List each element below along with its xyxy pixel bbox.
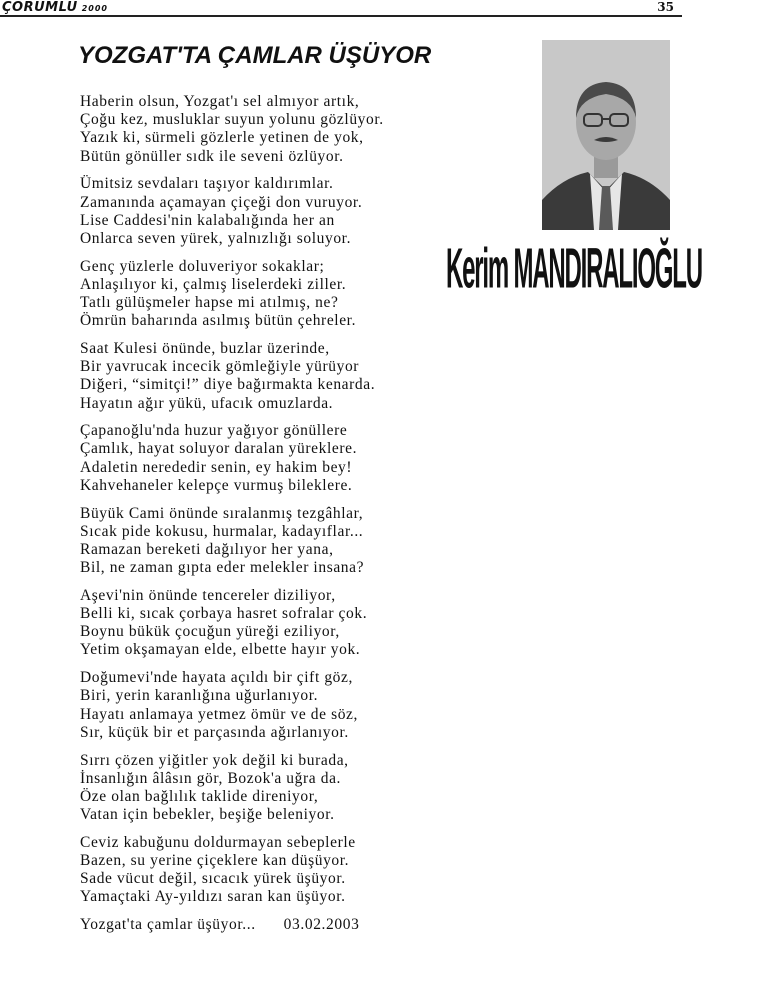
page-number: 35 — [657, 0, 674, 14]
stanza — [80, 505, 480, 578]
poem-line: Haberin olsun, Yozgat'ı sel almıyor artık, — [80, 93, 360, 110]
poem-line: Sırrı çözen yiğitler yok değil ki burada, — [80, 751, 349, 769]
poem-ending — [80, 916, 480, 934]
author-photo — [542, 40, 670, 230]
poem-line: Zamanında açamayan çiçeği don vuruyor. — [80, 193, 363, 211]
poem-line: Lise Caddesi'nin kalabalığında her an — [80, 211, 335, 229]
poem-line: Yamaçtaki Ay-yıldızı saran kan üşüyor. — [80, 888, 346, 906]
poem-line: Kahvehaneler kelepçe vurmuş bileklere. — [80, 476, 353, 494]
poem-line: Ramazan bereketi dağılıyor her yana, — [80, 540, 334, 558]
poem-line: Sır, küçük bir et parçasında ağırlanıyor. — [80, 723, 349, 741]
header-divider — [0, 15, 682, 17]
page-header — [0, 0, 682, 18]
poem-line: Doğumevi'nde hayata açıldı bir çift göz, — [80, 669, 353, 687]
poem-line: Ümitsiz sevdaları taşıyor kaldırımlar. — [80, 175, 334, 193]
poem-line: Genç yüzlerle doluveriyor sokaklar; — [80, 257, 325, 275]
poem-line: Yetim okşamayan elde, elbette hayır yok. — [80, 641, 361, 659]
poem-line: Biri, yerin karanlığına uğurlanıyor. — [80, 687, 319, 705]
poem-line: Diğeri, “simitçi!” diye bağırmakta kenarda. — [80, 376, 376, 394]
poem-line: Aşevi'nin önünde tencereler diziliyor, — [80, 586, 336, 604]
poem-line: Çamlık, hayat soluyor daralan yüreklere. — [80, 440, 358, 458]
poem-line: Tatlı gülüşmeler hapse mi atılmış, ne? — [80, 294, 339, 312]
poem-title: YOZGAT'TA ÇAMLAR ÜŞÜYOR — [78, 42, 432, 69]
portrait-illustration — [542, 40, 670, 230]
poem-line: Belli ki, sıcak çorbaya hasret sofralar çok. — [80, 605, 368, 623]
stanza-list — [80, 93, 480, 907]
poem-line: Hayatı anlamaya yetmez ömür ve de söz, — [80, 705, 359, 723]
poem-line: Büyük Cami önünde sıralanmış tezgâhlar, — [80, 504, 364, 522]
poem-line: Saat Kulesi önünde, buzlar üzerinde, — [80, 339, 330, 357]
poem-line: İnsanlığın âlâsın gör, Bozok'a uğra da. — [80, 769, 342, 787]
poem-line: Bütün gönüller sıdk ile seveni özlüyor. — [80, 147, 344, 165]
stanza — [80, 669, 480, 742]
magazine-year: 2000 — [81, 4, 108, 13]
stanza — [80, 834, 480, 907]
poem-line: Anlaşılıyor ki, çalmış liselerdeki ziller. — [80, 275, 347, 293]
poem-line: Ömrün baharında asılmış bütün çehreler. — [80, 312, 357, 330]
poem-line: Sıcak pide kokusu, hurmalar, kadayıflar... — [80, 522, 364, 540]
poem-line: Hayatın ağır yükü, ufacık omuzlarda. — [80, 394, 334, 412]
poem-line: Vatan için bebekler, beşiğe beleniyor. — [80, 806, 335, 824]
stanza — [80, 422, 480, 495]
poem-line: Öze olan bağlılık taklide direniyor, — [80, 787, 319, 805]
stanza — [80, 175, 480, 248]
author-name — [446, 238, 702, 308]
poem-line: Bir yavrucak incecik gömleğiyle yürüyor — [80, 358, 360, 376]
poem-line: Bazen, su yerine çiçeklere kan düşüyor. — [80, 852, 350, 870]
stanza — [80, 93, 480, 166]
poem-line: Çapanoğlu'nda huzur yağıyor gönüllere — [80, 422, 348, 440]
poem-line: Çoğu kez, musluklar suyun yolunu gözlüyor. — [80, 111, 384, 129]
stanza — [80, 752, 480, 825]
poem-line: Yazık ki, sürmeli gözlerle yetinen de yok, — [80, 129, 364, 147]
author-name-text: Kerim MANDIRALIOĞLU — [446, 238, 702, 301]
closing-line: Yozgat'ta çamlar üşüyor... — [80, 916, 256, 934]
magazine-name — [2, 0, 108, 15]
poem-line: Sade vücut değil, sıcacık yürek üşüyor. — [80, 870, 346, 888]
poem-line: Bil, ne zaman gıpta eder melekler insana? — [80, 559, 365, 577]
poem-line: Ceviz kabuğunu doldurmayan sebeplerle — [80, 833, 356, 851]
poem-line: Boynu bükük çocuğun yüreği eziliyor, — [80, 623, 340, 641]
poem-date: 03.02.2003 — [283, 916, 360, 934]
magazine-title: ÇORUMLU — [2, 0, 78, 15]
stanza — [80, 258, 480, 331]
stanza — [80, 587, 480, 660]
poem-line: Onlarca seven yürek, yalnızlığı soluyor. — [80, 229, 352, 247]
poem-line: Adaletin nerededir senin, ey hakim bey! — [80, 458, 353, 476]
poem-body — [80, 93, 480, 934]
stanza — [80, 340, 480, 413]
